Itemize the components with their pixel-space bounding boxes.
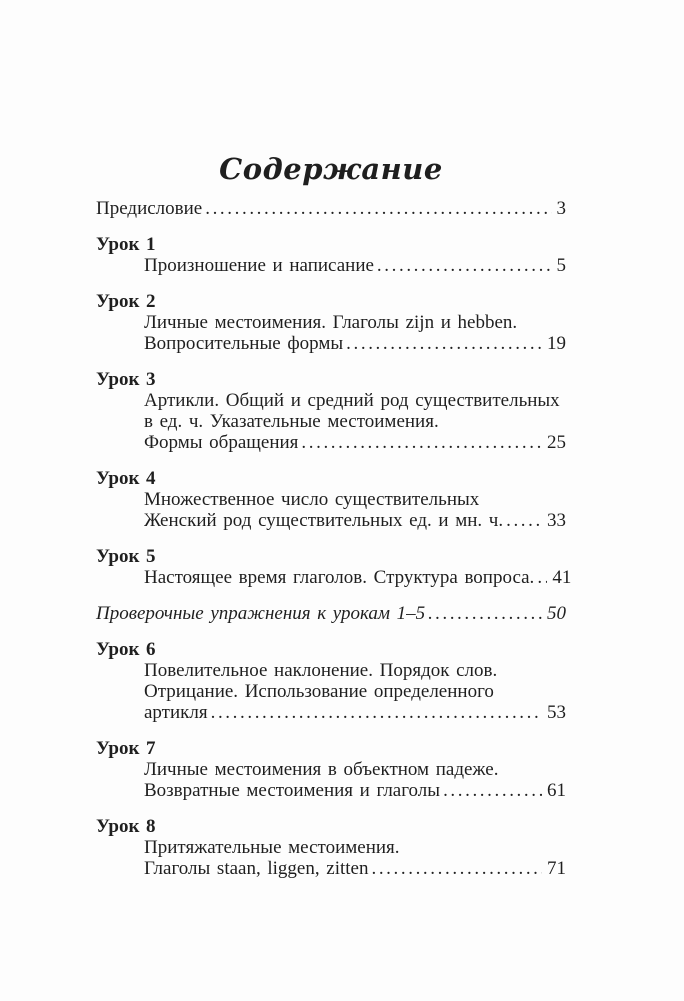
lesson-heading: Урок 7 <box>96 738 156 759</box>
lesson-heading: Урок 4 <box>96 468 156 489</box>
page-number: 61 <box>547 780 566 801</box>
toc-entry-text: Произношение и написание <box>144 255 374 276</box>
dot-leader <box>443 780 542 801</box>
dot-leader <box>211 702 542 723</box>
dot-leader <box>537 567 547 588</box>
toc-entry-line: Притяжательные местоимения. <box>144 837 400 858</box>
toc-entry-line <box>144 432 566 453</box>
page-number: 5 <box>556 255 566 276</box>
dot-leader <box>301 432 542 453</box>
dot-leader <box>377 255 552 276</box>
toc-entry-line: Отрицание. Использование определенного <box>144 681 494 702</box>
toc-entry-line <box>144 702 566 723</box>
dot-leader <box>205 198 551 219</box>
toc-entry-lesson-6 <box>96 639 566 723</box>
toc-entry-lesson-5 <box>96 546 572 588</box>
toc-entry-text: Проверочные упражнения к урокам 1–5 <box>96 603 426 624</box>
dot-leader <box>346 333 542 354</box>
lesson-heading: Урок 8 <box>96 816 156 837</box>
toc-entry-line: в ед. ч. Указательные местоимения. <box>144 411 439 432</box>
toc-entry-text: Глаголы staan, liggen, zitten <box>144 858 369 879</box>
page-number: 50 <box>547 603 566 624</box>
toc-entry-line <box>144 510 566 531</box>
toc-entry-preface <box>96 198 566 219</box>
toc-entry-lesson-8 <box>96 816 566 879</box>
toc-entry-lesson-1 <box>96 234 566 276</box>
toc-entry-text: Вопросительные формы <box>144 333 344 354</box>
toc-entry-test-exercises <box>96 603 566 624</box>
toc-entry-line: Артикли. Общий и средний род существительных <box>144 390 560 411</box>
dot-leader <box>371 858 542 879</box>
dot-leader <box>428 603 542 624</box>
toc-entry-lesson-4 <box>96 468 566 531</box>
toc-entry-text: артикля <box>144 702 208 723</box>
page-number: 41 <box>552 567 572 588</box>
toc-entry-line <box>144 567 572 588</box>
page-number: 25 <box>547 432 566 453</box>
page-title: Содержание <box>219 152 443 186</box>
toc-entry-line: Личные местоимения. Глаголы zijn и hebben. <box>144 312 518 333</box>
toc-entry-lesson-2 <box>96 291 566 354</box>
toc-entry-line <box>144 255 566 276</box>
lesson-heading: Урок 6 <box>96 639 156 660</box>
toc-entry-text: Женский род существительных ед. и мн. ч. <box>144 510 504 531</box>
toc-entry-line <box>144 333 566 354</box>
toc-entry-line: Повелительное наклонение. Порядок слов. <box>144 660 498 681</box>
dot-leader <box>506 510 542 531</box>
toc-entry-line: Личные местоимения в объектном падеже. <box>144 759 499 780</box>
lesson-heading: Урок 3 <box>96 369 156 390</box>
toc-entry-line: Множественное число существительных <box>144 489 480 510</box>
page-number: 33 <box>547 510 566 531</box>
toc-entry-text: Настоящее время глаголов. Структура вопроса. <box>144 567 535 588</box>
toc-entry-line <box>144 858 566 879</box>
lesson-heading: Урок 1 <box>96 234 156 255</box>
page-number: 3 <box>556 198 566 219</box>
toc-entry-text: Формы обращения <box>144 432 299 453</box>
toc-entry-lesson-7 <box>96 738 566 801</box>
toc-entry-line <box>144 780 566 801</box>
toc-content <box>96 150 572 879</box>
page-number: 19 <box>547 333 566 354</box>
lesson-heading: Урок 5 <box>96 546 156 567</box>
toc-entry-text: Возвратные местоимения и глаголы <box>144 780 441 801</box>
page-number: 71 <box>547 858 566 879</box>
toc-entry-lesson-3 <box>96 369 566 453</box>
lesson-heading: Урок 2 <box>96 291 156 312</box>
page-number: 53 <box>547 702 566 723</box>
toc-entry-text: Предисловие <box>96 198 203 219</box>
